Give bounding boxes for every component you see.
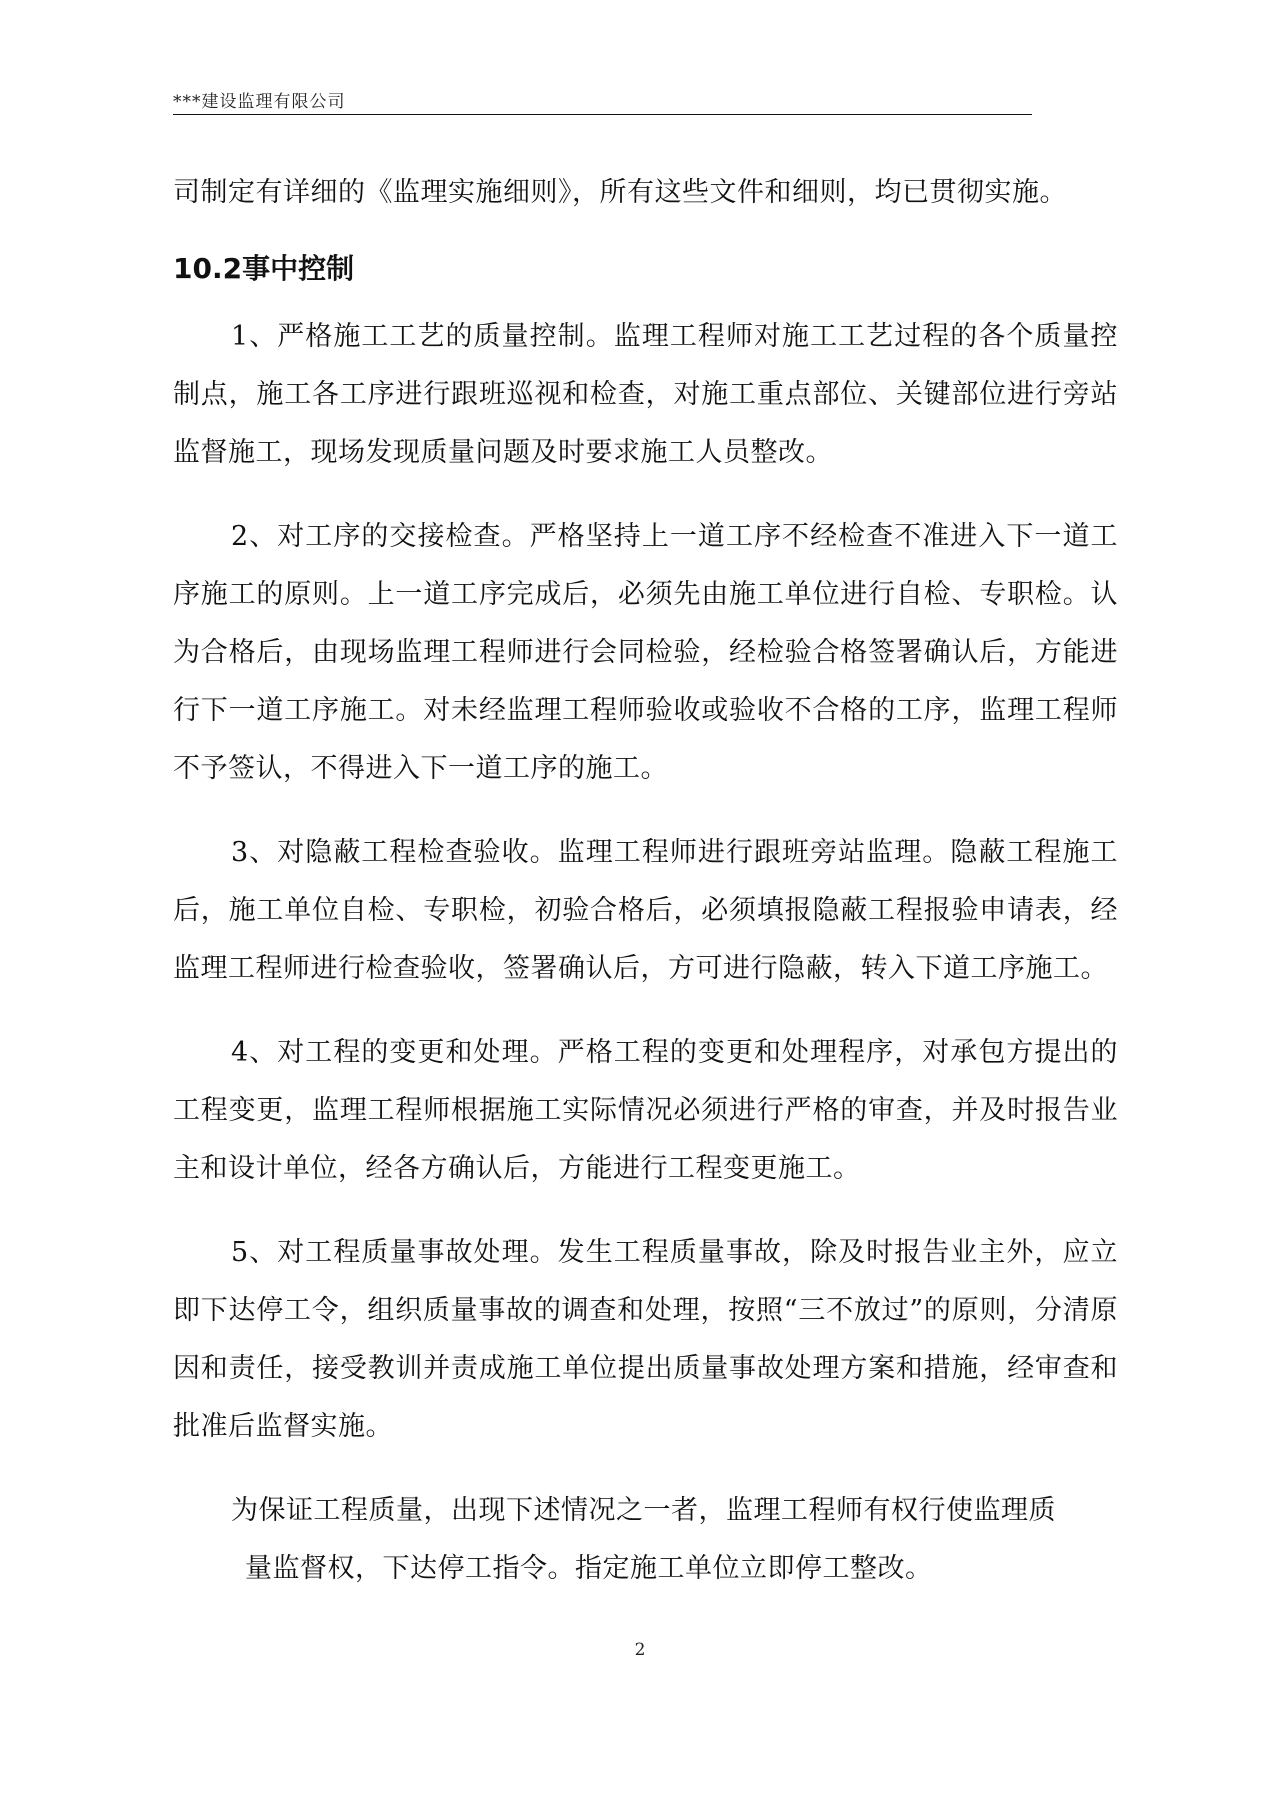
closing-paragraph [173, 1482, 1118, 1598]
closing-line-2: 量监督权，下达停工指令。指定施工单位立即停工整改。 [245, 1553, 933, 1584]
page-number: 2 [634, 1640, 646, 1660]
item-paragraph-5: 5、对工程质量事故处理。发生工程质量事故，除及时报告业主外，应立即下达停工令，组织质量事故的调查和处理，按照“三不放过”的原则，分清原因和责任，接受教训并责成施工单位提出质量事故处理方案和措施，经审查和批准后监督实施。 [173, 1237, 1118, 1442]
item-paragraph-2: 2、对工序的交接检查。严格坚持上一道工序不经检查不准进入下一道工序施工的原则。上一道工序完成后，必须先由施工单位进行自检、专职检。认为合格后，由现场监理工程师进行会同检验，经检验合格签署确认后，方能进行下一道工序施工。对未经监理工程师验收或验收不合格的工序，监理工程师不予签认，不得进入下一道工序的施工。 [173, 521, 1118, 784]
item-paragraph-4: 4、对工程的变更和处理。严格工程的变更和处理程序，对承包方提出的工程变更，监理工程师根据施工实际情况必须进行严格的审查，并及时报告业主和设计单位，经各方确认后，方能进行工程变更施工。 [173, 1037, 1118, 1184]
continuation-paragraph: 司制定有详细的《监理实施细则》，所有这些文件和细则，均已贯彻实施。 [173, 177, 1067, 208]
header-company-name: ***建设监理有限公司 [173, 92, 346, 112]
item-paragraph-1: 1、严格施工工艺的质量控制。监理工程师对施工工艺过程的各个质量控制点，施工各工序进行跟班巡视和检查，对施工重点部位、关键部位进行旁站监督施工，现场发现质量问题及时要求施工人员整改。 [173, 321, 1118, 468]
section-heading: 10.2事中控制 [173, 252, 355, 285]
closing-line-1: 为保证工程质量，出现下述情况之一者，监理工程师有权行使监理质 [231, 1495, 1056, 1526]
item-paragraph-3: 3、对隐蔽工程检查验收。监理工程师进行跟班旁站监理。隐蔽工程施工后，施工单位自检、专职检，初验合格后，必须填报隐蔽工程报验申请表，经监理工程师进行检查验收，签署确认后，方可进行隐蔽，转入下道工序施工。 [173, 837, 1118, 984]
header-divider [173, 114, 1032, 115]
document-body [173, 164, 1118, 1598]
